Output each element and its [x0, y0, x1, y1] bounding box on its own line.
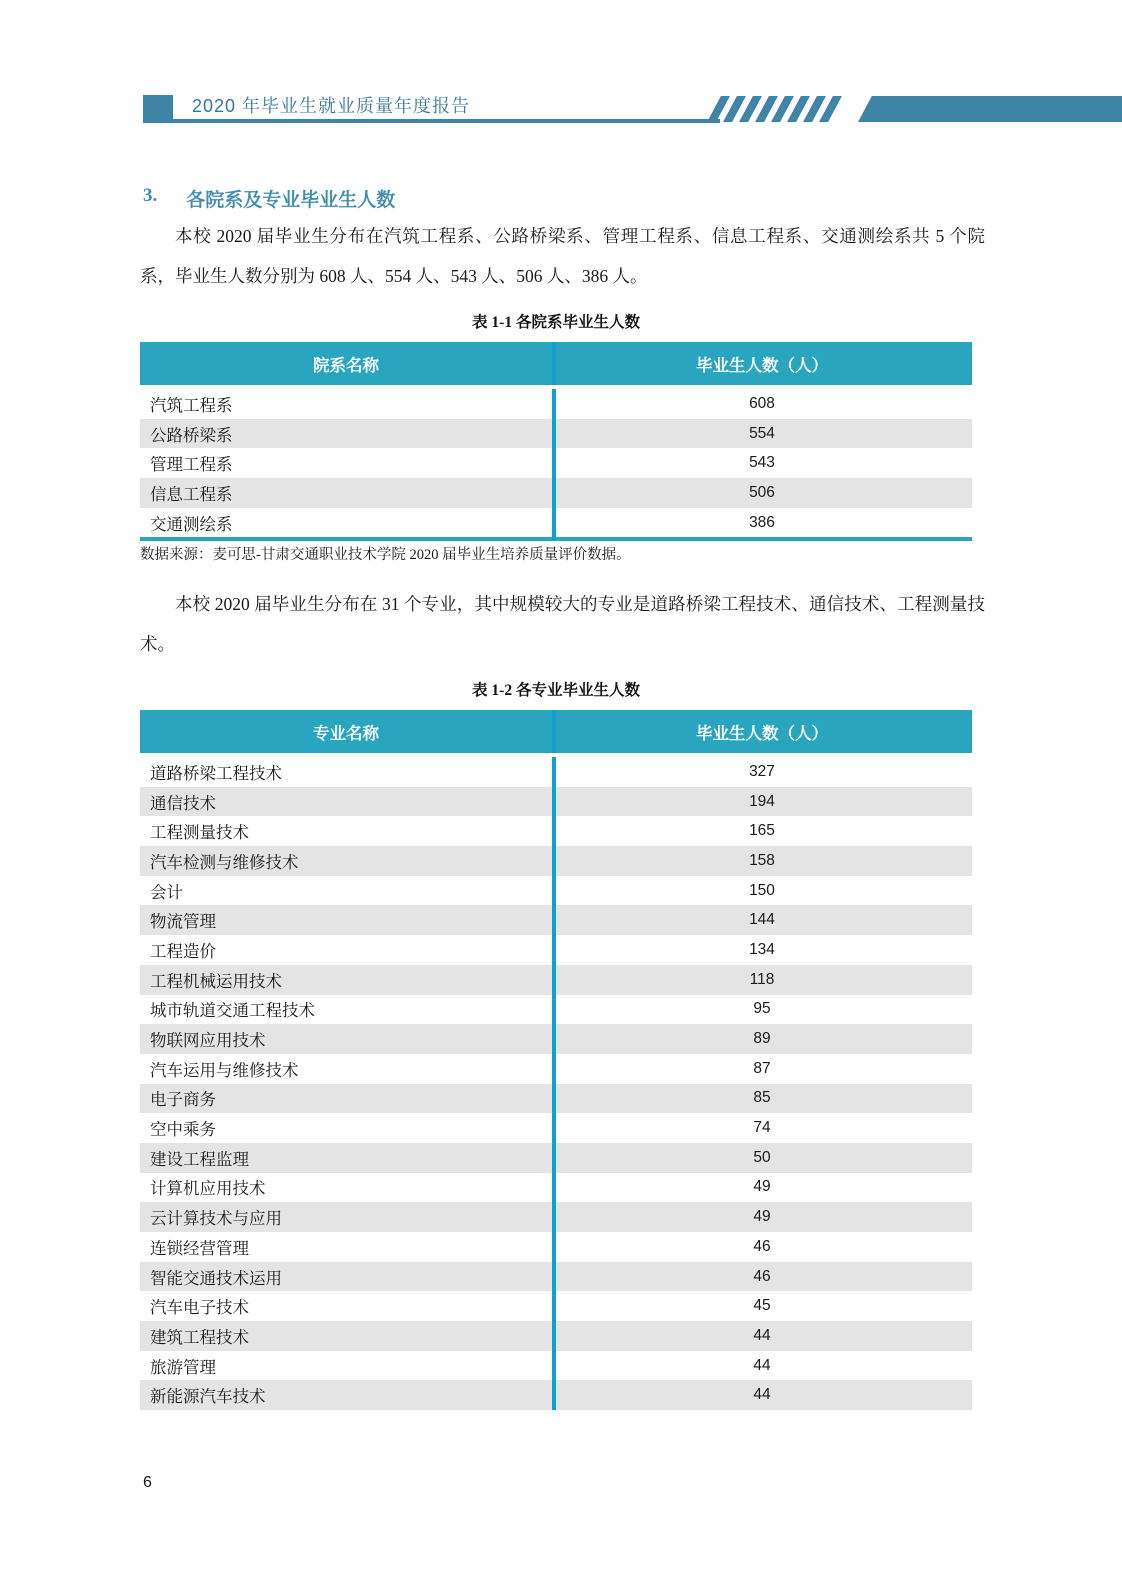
- header-diagonal-stripes: [714, 96, 835, 122]
- row-label-cell: 工程测量技术: [150, 823, 249, 843]
- page-number: 6: [143, 1474, 152, 1491]
- table-row: [140, 787, 972, 817]
- table-caption: 表 1-2 各专业毕业生人数: [472, 682, 640, 699]
- row-value-cell: 194: [749, 792, 775, 810]
- table-row: [140, 905, 972, 935]
- row-label-cell: 城市轨道交通工程技术: [150, 1001, 315, 1021]
- table-row: [140, 757, 972, 787]
- body-paragraph: 本校 2020 届毕业生分布在汽筑工程系、公路桥梁系、管理工程系、信息工程系、交通测绘系共 5 个院系，毕业生人数分别为 608 人、554 人、543 人、506 人、386 人。: [140, 226, 985, 286]
- table-row: [140, 846, 972, 876]
- table-row: [140, 1024, 972, 1054]
- section-title: 各院系及专业毕业生人数: [186, 190, 396, 211]
- row-value-cell: 554: [749, 424, 775, 442]
- table-row: [140, 965, 972, 995]
- table-row: [140, 478, 972, 508]
- row-value-cell: 44: [753, 1356, 771, 1374]
- table-header-row: [140, 710, 972, 753]
- row-value-cell: 44: [753, 1326, 771, 1344]
- row-label-cell: 信息工程系: [150, 484, 233, 504]
- row-value-cell: 608: [749, 394, 775, 412]
- table-row: [140, 1351, 972, 1381]
- table-column-header: 毕业生人数（人）: [696, 723, 828, 743]
- row-value-cell: 144: [749, 911, 775, 929]
- row-value-cell: 45: [753, 1297, 771, 1315]
- row-value-cell: 95: [753, 1000, 771, 1018]
- departments-table: [140, 342, 972, 541]
- row-value-cell: 89: [753, 1030, 771, 1048]
- row-value-cell: 543: [749, 454, 775, 472]
- row-label-cell: 交通测绘系: [150, 514, 233, 534]
- row-label-cell: 公路桥梁系: [150, 425, 233, 445]
- section-number: 3.: [143, 185, 158, 206]
- row-label-cell: 汽车电子技术: [150, 1298, 249, 1318]
- row-label-cell: 工程造价: [150, 941, 216, 961]
- row-label-cell: 汽车检测与维修技术: [150, 852, 299, 872]
- row-label-cell: 物联网应用技术: [150, 1031, 266, 1051]
- table-row: [140, 876, 972, 906]
- row-label-cell: 云计算技术与应用: [150, 1209, 282, 1229]
- table-bottom-border: [140, 537, 972, 541]
- row-value-cell: 386: [749, 513, 775, 531]
- table-column-header: 专业名称: [313, 723, 379, 743]
- row-label-cell: 新能源汽车技术: [150, 1387, 266, 1407]
- row-label-cell: 汽车运用与维修技术: [150, 1060, 299, 1080]
- table-row: [140, 419, 972, 449]
- row-label-cell: 空中乘务: [150, 1120, 216, 1140]
- row-label-cell: 连锁经营管理: [150, 1238, 249, 1258]
- table-caption: 表 1-1 各院系毕业生人数: [472, 314, 640, 331]
- column-divider: [552, 342, 556, 385]
- table-row: [140, 1054, 972, 1084]
- table-row: [140, 389, 972, 419]
- table-row: [140, 1291, 972, 1321]
- row-value-cell: 46: [753, 1267, 771, 1285]
- row-label-cell: 电子商务: [150, 1090, 216, 1110]
- row-value-cell: 158: [749, 851, 775, 869]
- table-row: [140, 1143, 972, 1173]
- row-label-cell: 通信技术: [150, 793, 216, 813]
- row-value-cell: 165: [749, 822, 775, 840]
- row-label-cell: 建筑工程技术: [150, 1327, 249, 1347]
- row-value-cell: 118: [749, 970, 775, 988]
- row-value-cell: 50: [753, 1148, 771, 1166]
- row-value-cell: 87: [753, 1059, 771, 1077]
- table-row: [140, 1173, 972, 1203]
- row-value-cell: 74: [753, 1119, 771, 1137]
- table-source-note: 数据来源：麦可思-甘肃交通职业技术学院 2020 届毕业生培养质量评价数据。: [140, 547, 631, 563]
- column-divider: [552, 710, 556, 753]
- table-row: [140, 1262, 972, 1292]
- table-row: [140, 448, 972, 478]
- report-header-title: 2020 年毕业生就业质量年度报告: [192, 96, 471, 116]
- table-row: [140, 816, 972, 846]
- row-value-cell: 134: [749, 940, 775, 958]
- table-row: [140, 1380, 972, 1410]
- row-value-cell: 44: [753, 1386, 771, 1404]
- row-label-cell: 工程机械运用技术: [150, 971, 282, 991]
- table-row: [140, 1321, 972, 1351]
- row-value-cell: 327: [749, 762, 775, 780]
- table-row: [140, 935, 972, 965]
- body-paragraph: 本校 2020 届毕业生分布在 31 个专业，其中规模较大的专业是道路桥梁工程技术、通信技术、工程测量技术。: [140, 594, 985, 654]
- majors-table: [140, 710, 972, 1410]
- table-row: [140, 1113, 972, 1143]
- column-divider: [552, 389, 556, 541]
- row-label-cell: 旅游管理: [150, 1357, 216, 1377]
- row-label-cell: 汽筑工程系: [150, 395, 233, 415]
- header-rule: [143, 119, 720, 123]
- row-value-cell: 49: [753, 1208, 771, 1226]
- table-row: [140, 1084, 972, 1114]
- table-row: [140, 995, 972, 1025]
- table-header-row: [140, 342, 972, 385]
- header-accent-bar: [858, 96, 1122, 122]
- table-body: [140, 389, 972, 537]
- row-label-cell: 建设工程监理: [150, 1149, 249, 1169]
- row-value-cell: 49: [753, 1178, 771, 1196]
- column-divider: [552, 757, 556, 1410]
- row-label-cell: 物流管理: [150, 912, 216, 932]
- row-label-cell: 计算机应用技术: [150, 1179, 266, 1199]
- table-column-header: 毕业生人数（人）: [696, 355, 828, 375]
- row-label-cell: 智能交通技术运用: [150, 1268, 282, 1288]
- row-label-cell: 会计: [150, 882, 183, 902]
- section-heading: [143, 185, 395, 212]
- table-row: [140, 1202, 972, 1232]
- row-value-cell: 150: [749, 881, 775, 899]
- table-row: [140, 508, 972, 538]
- row-value-cell: 46: [753, 1237, 771, 1255]
- table-column-header: 院系名称: [313, 355, 379, 375]
- row-value-cell: 506: [749, 483, 775, 501]
- row-value-cell: 85: [753, 1089, 771, 1107]
- table-body: [140, 757, 972, 1410]
- row-label-cell: 管理工程系: [150, 455, 233, 475]
- table-row: [140, 1232, 972, 1262]
- row-label-cell: 道路桥梁工程技术: [150, 763, 282, 783]
